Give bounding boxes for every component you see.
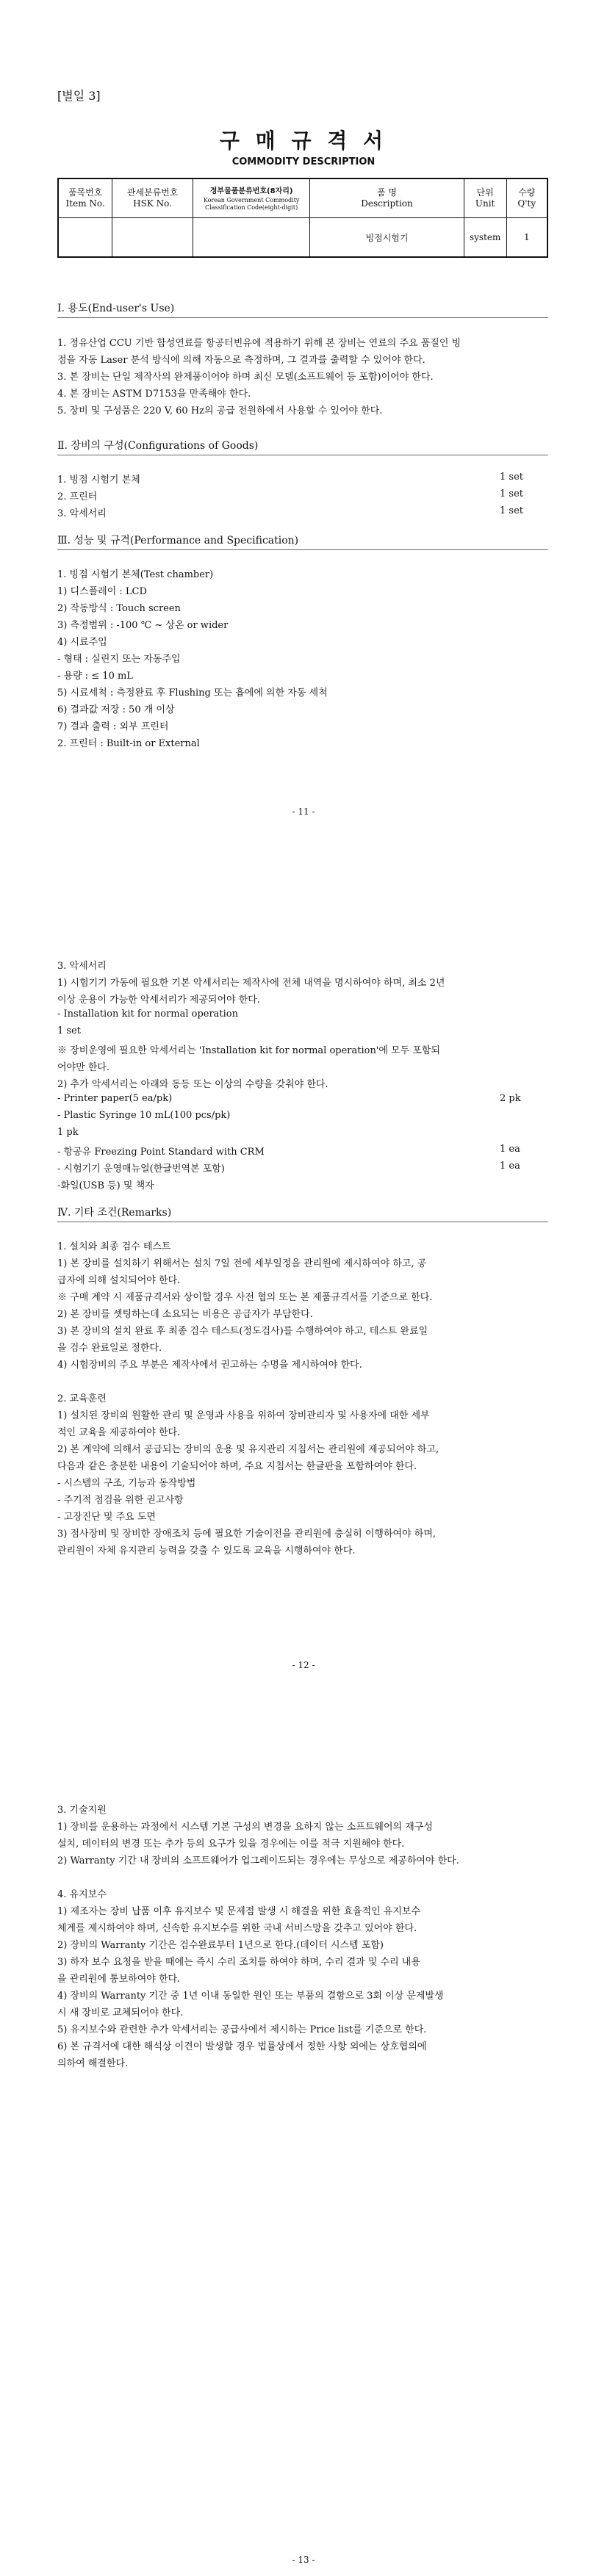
text-line: - Printer paper(5 ea/pk) bbox=[57, 1093, 173, 1104]
cell-qty: 1 bbox=[506, 218, 547, 258]
text-line: 을 검수 완료일로 정한다. bbox=[57, 1343, 162, 1354]
page-number: - 11 - bbox=[292, 807, 315, 817]
accessory-qty: 2 pk bbox=[500, 1093, 521, 1104]
header-unit: 단위 Unit bbox=[464, 178, 506, 218]
text-line: - 주기적 점검을 위한 권고사항 bbox=[57, 1495, 184, 1506]
page-11 bbox=[0, 0, 607, 881]
text-line: 3) 점사장비 및 장비한 장애조치 등에 필요한 기술이전을 관리원에 충실히 이행하여야 하며, bbox=[57, 1529, 437, 1540]
text-line: 관리원이 자체 유지관리 능력을 갖출 수 있도록 교육을 시행하여야 한다. bbox=[57, 1545, 356, 1556]
text-line: 3) 하자 보수 요청을 받을 때에는 즉시 수리 조치를 하여야 하며, 수리 결과 및 수리 내용 bbox=[57, 1957, 420, 1968]
text-line: - 형태 : 실린지 또는 자동주입 bbox=[57, 654, 181, 665]
accessory-qty: 1 ea bbox=[500, 1161, 520, 1172]
attachment-label: [별일 3] bbox=[57, 89, 101, 103]
text-line: 급자에 의해 설치되어야 한다. bbox=[57, 1275, 181, 1286]
section-heading-performance: Ⅲ. 성능 및 규격(Performance and Specification) bbox=[57, 535, 299, 546]
text-line: 시 새 장비로 교체되어야 한다. bbox=[57, 2007, 184, 2018]
config-item-qty: 1 set bbox=[500, 505, 523, 516]
text-line: 설치, 데이터의 변경 또는 추가 등의 요구가 있을 경우에는 이를 적극 지원해야 한다. bbox=[57, 1839, 405, 1850]
text-line: 2) Warranty 기간 내 장비의 소프트웨어가 업그레이드되는 경우에는 무상으로 제공하여야 한다. bbox=[57, 1855, 459, 1866]
text-line: 1 set bbox=[57, 1025, 81, 1036]
cell-hsk-no bbox=[112, 218, 193, 258]
commodity-table bbox=[57, 178, 548, 258]
text-line: 1) 디스플레이 : LCD bbox=[57, 586, 147, 597]
text-line: 4) 시료주입 bbox=[57, 637, 107, 648]
header-item-no: 품목번호 Item No. bbox=[58, 178, 112, 218]
page-number: - 12 - bbox=[292, 1660, 315, 1670]
text-line: - 용량 : ≤ 10 mL bbox=[57, 671, 133, 682]
cell-item-no bbox=[58, 218, 112, 258]
text-line: 3. 기술지원 bbox=[57, 1805, 107, 1816]
text-line: - 고장진단 및 주요 도면 bbox=[57, 1512, 156, 1523]
header-qty: 수량 Q'ty bbox=[506, 178, 547, 218]
text-line: 을 관리원에 통보하여야 한다. bbox=[57, 1974, 181, 1985]
text-line: 점을 자동 Laser 분석 방식에 의해 자동으로 측정하며, 그 결과를 출력할 수 있어야 한다. bbox=[57, 355, 425, 366]
text-line: 1) 시험기기 가동에 필요한 기본 악세서리는 제작사에 전체 내역을 명시하여야 하며, 최소 2년 bbox=[57, 978, 445, 989]
text-line: 어야만 한다. bbox=[57, 1062, 110, 1073]
text-line: 5) 시료세척 : 측정완료 후 Flushing 또는 흡에에 의한 자동 세척 bbox=[57, 688, 328, 699]
text-line: 3. 악세서리 bbox=[57, 961, 107, 972]
header-classification: 정부물품분류번호(8자리) Korean Government Commodity Classification Code(eight-digit) bbox=[193, 178, 309, 218]
text-line: ※ 구매 계약 시 제품규격서와 상이할 경우 사전 협의 또는 본 제품규격서를 기준으로 한다. bbox=[57, 1292, 433, 1303]
config-item-name: 3. 악세서리 bbox=[57, 508, 107, 519]
text-line: 적인 교육을 제공하여야 한다. bbox=[57, 1427, 181, 1438]
text-line: 1) 본 장비를 설치하기 위해서는 설치 7일 전에 세부일정을 관리원에 제시하여야 하고, 공 bbox=[57, 1258, 427, 1269]
text-line: - Installation kit for normal operation bbox=[57, 1009, 239, 1020]
text-line: - Plastic Syringe 10 mL(100 pcs/pk) bbox=[57, 1110, 231, 1121]
text-line: 2) 추가 악세서리는 아래와 동등 또는 이상의 수량을 갖춰야 한다. bbox=[57, 1079, 328, 1090]
text-line: - 시험기기 운영매뉴얼(한글번역본 포함) bbox=[57, 1163, 225, 1175]
section-divider bbox=[57, 317, 548, 318]
text-line: - 항공유 Freezing Point Standard with CRM bbox=[57, 1147, 265, 1158]
text-line: 1) 장비를 운용하는 과정에서 시스템 기본 구성의 변경을 요하지 않는 소프트웨어의 재구성 bbox=[57, 1822, 433, 1833]
text-line: 7) 결과 출력 : 외부 프린터 bbox=[57, 721, 169, 732]
header-hsk-no: 관세분류번호 HSK No. bbox=[112, 178, 193, 218]
text-line: 2) 본 계약에 의해서 공급되는 장비의 운용 및 유지관리 지침서는 관리원에 제공되어야 하고, bbox=[57, 1444, 439, 1455]
text-line: 6) 결과값 저장 : 50 개 이상 bbox=[57, 704, 175, 715]
text-line: 1. 설치와 최종 검수 테스트 bbox=[57, 1241, 171, 1252]
text-line: 4) 장비의 Warranty 기간 중 1년 이내 동일한 원인 또는 부품의 결함으로 3회 이상 문제발생 bbox=[57, 1991, 444, 2002]
text-line: 2. 교육훈련 bbox=[57, 1393, 107, 1404]
text-line: 1) 설치된 장비의 원활한 관리 및 운영과 사용을 위하여 장비관리자 및 사용자에 대한 세부 bbox=[57, 1410, 430, 1421]
page-13 bbox=[0, 1726, 607, 2576]
text-line: 6) 본 규격서에 대한 해석상 이견이 발생할 경우 법률상에서 정한 사항 외에는 상호협의에 bbox=[57, 2041, 427, 2052]
cell-unit: system bbox=[464, 218, 506, 258]
text-line: 1 pk bbox=[57, 1127, 79, 1138]
page-12 bbox=[0, 881, 607, 1726]
accessory-qty: 1 ea bbox=[500, 1144, 520, 1155]
text-line: 의하여 해결한다. bbox=[57, 2058, 129, 2069]
text-line: 5) 유지보수와 관련한 추가 악세서리는 공급사에서 제시하는 Price list를 기준으로 한다. bbox=[57, 2024, 427, 2035]
text-line: 4) 시험장비의 주요 부분은 제작사에서 권고하는 수명을 제시하여야 한다. bbox=[57, 1360, 362, 1371]
document-subtitle: COMMODITY DESCRIPTION bbox=[231, 156, 376, 167]
table-row bbox=[58, 218, 547, 258]
text-line: 다음과 같은 충분한 내용이 기술되어야 하며, 주요 지침서는 한글판을 포함하여야 한다. bbox=[57, 1461, 417, 1472]
section-heading-configurations: Ⅱ. 장비의 구성(Configurations of Goods) bbox=[57, 440, 259, 452]
text-line: 2) 작동방식 : Touch screen bbox=[57, 603, 181, 614]
config-item-qty: 1 set bbox=[500, 472, 523, 483]
text-line: 4. 유지보수 bbox=[57, 1889, 107, 1900]
text-line: 2) 장비의 Warranty 기간은 검수완료부터 1년으로 한다.(데이터 시스템 포함) bbox=[57, 1940, 384, 1951]
text-line: 1. 정유산업 CCU 기반 합성연료를 항공터빈유에 적용하기 위해 본 장비는 연료의 주요 품질인 빙 bbox=[57, 338, 461, 349]
page-number: - 13 - bbox=[292, 2555, 315, 2565]
cell-classification bbox=[193, 218, 309, 258]
text-line: - 시스템의 구조, 기능과 동작방법 bbox=[57, 1478, 196, 1489]
section-heading-use: Ⅰ. 용도(End-user's Use) bbox=[57, 303, 175, 314]
config-item-name: 1. 빙점 시험기 본체 bbox=[57, 475, 140, 486]
text-line: 4. 본 장비는 ASTM D7153을 만족해야 한다. bbox=[57, 389, 251, 400]
text-line: 2. 프린터 : Built-in or External bbox=[57, 738, 200, 749]
text-line: 3) 측정범위 : -100 ℃ ~ 상온 or wider bbox=[57, 620, 229, 631]
cell-description: 빙점시험기 bbox=[310, 218, 464, 258]
header-description: 품 명 Description bbox=[310, 178, 464, 218]
text-line: 체계를 제시하여야 하며, 신속한 유지보수를 위한 국내 서비스망을 갖추고 있어야 한다. bbox=[57, 1923, 417, 1934]
config-item-qty: 1 set bbox=[500, 488, 523, 499]
document-title: 구 매 규 격 서 bbox=[219, 129, 388, 153]
table-header-row bbox=[58, 178, 547, 218]
config-item-name: 2. 프린터 bbox=[57, 491, 98, 502]
text-line: 1) 제조자는 장비 납품 이후 유지보수 및 문제점 발생 시 해결을 위한 효율적인 유지보수 bbox=[57, 1906, 421, 1917]
text-line: ※ 장비운영에 필요한 악세서리는 'Installation kit for normal operation'에 모두 포함되 bbox=[57, 1045, 441, 1056]
text-line: -화일(USB 등) 및 책자 bbox=[57, 1180, 154, 1191]
text-line: 3) 본 장비의 설치 완료 후 최종 검수 테스트(정도검사)를 수행하여야 하고, 테스트 완료일 bbox=[57, 1326, 428, 1337]
text-line: 2) 본 장비를 셋팅하는데 소요되는 비용은 공급자가 부담한다. bbox=[57, 1309, 313, 1320]
text-line: 5. 장비 및 구성품은 220 V, 60 Hz의 공급 전원하에서 사용할 수 있어야 한다. bbox=[57, 405, 383, 416]
text-line: 3. 본 장비는 단일 제작사의 완제품이어야 하며 최신 모델(소프트웨어 등 포함)이어야 한다. bbox=[57, 372, 434, 383]
text-line: 이상 운용이 가능한 악세서리가 제공되어야 한다. bbox=[57, 995, 260, 1006]
text-line: 1. 빙점 시험기 본체(Test chamber) bbox=[57, 569, 214, 580]
section-heading-remarks: Ⅳ. 기타 조건(Remarks) bbox=[57, 1207, 172, 1219]
section-divider bbox=[57, 549, 548, 550]
